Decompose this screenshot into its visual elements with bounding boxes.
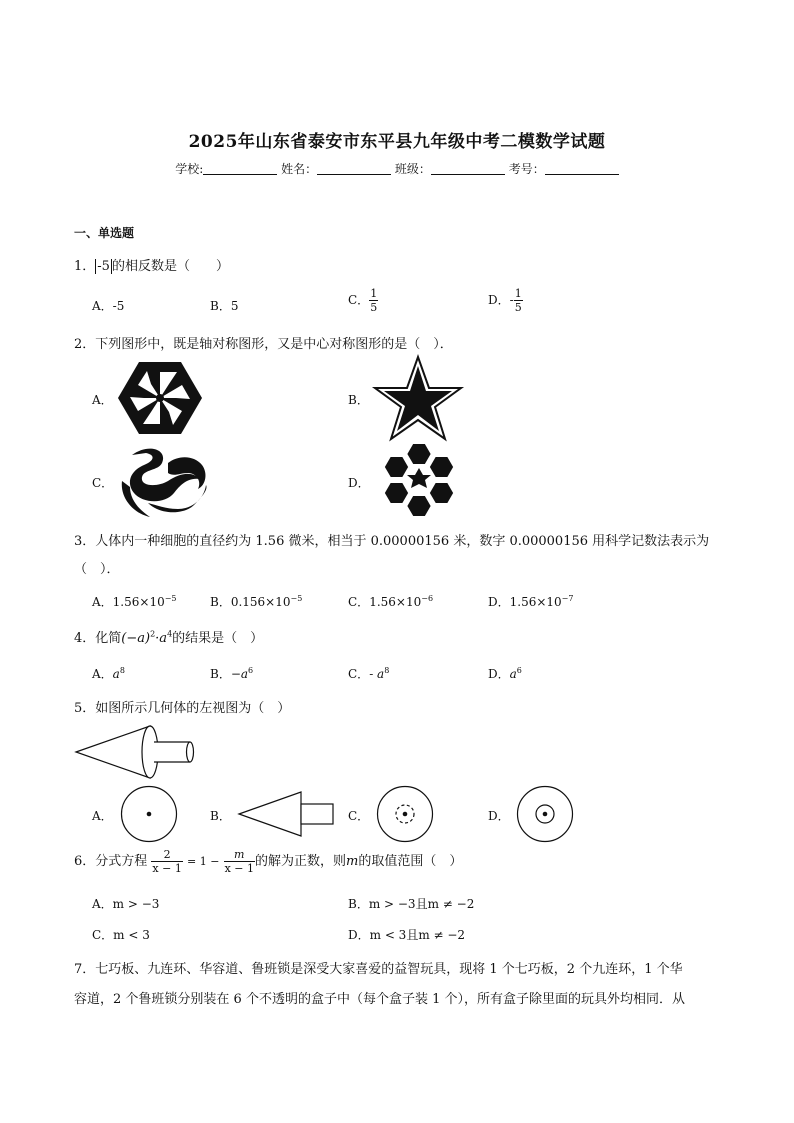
q5-option-d-label: D． bbox=[488, 809, 510, 823]
q3-option-c bbox=[348, 593, 433, 610]
equation-middle: = 1 − bbox=[186, 855, 220, 868]
q1-option-c bbox=[348, 287, 378, 314]
option-value: a bbox=[509, 667, 517, 681]
option-label: A． bbox=[92, 595, 113, 609]
question-text: 的相反数是（ ） bbox=[111, 259, 229, 274]
expression-base: (−a) bbox=[121, 631, 151, 646]
hexagon-tile bbox=[429, 456, 454, 478]
circle-with-dot-view bbox=[120, 785, 178, 843]
option-value: −a bbox=[230, 667, 249, 681]
option-label: B． bbox=[210, 595, 231, 609]
class-label: 班级： bbox=[394, 162, 431, 176]
option-label: D． bbox=[488, 667, 510, 681]
circle-with-dashed-circle-view bbox=[376, 785, 434, 843]
denominator: x − 1 bbox=[152, 862, 182, 875]
option-label: C． bbox=[348, 595, 370, 609]
variable: m bbox=[346, 854, 359, 869]
hexagon-pinwheel-figure bbox=[117, 360, 203, 436]
question-number: 1． bbox=[74, 259, 96, 274]
q1-option-a: A．-5 bbox=[92, 299, 125, 313]
q2-option-d-label: D． bbox=[348, 476, 370, 490]
q6-option-d: D．m < 3且m ≠ −2 bbox=[348, 928, 466, 942]
student-info-line bbox=[0, 160, 794, 177]
star-figure bbox=[373, 355, 463, 441]
triangle-rectangle-view bbox=[237, 790, 335, 838]
q5-option-b-label: B． bbox=[210, 809, 231, 823]
exponent: 6 bbox=[248, 666, 254, 675]
numerator: 1 bbox=[514, 287, 522, 300]
question-text: 4．化简 bbox=[74, 631, 122, 646]
q1-option-b: B．5 bbox=[210, 299, 239, 313]
numerator: 2 bbox=[151, 848, 182, 862]
school-label: 学校: bbox=[175, 162, 204, 176]
question-text: 的解为正数，则 bbox=[254, 854, 346, 869]
q5-option-c-label: C． bbox=[348, 809, 370, 823]
expression-term: ·a bbox=[155, 631, 168, 646]
swirl-figure bbox=[118, 443, 210, 523]
hexagon-tile bbox=[384, 482, 409, 504]
q1-option-d bbox=[488, 287, 523, 314]
exam-number-label: 考号： bbox=[508, 162, 545, 176]
circle-with-solid-inner-circle-view bbox=[516, 785, 574, 843]
name-blank bbox=[317, 161, 391, 175]
fraction bbox=[369, 287, 378, 314]
q2-option-b-label: B． bbox=[348, 393, 369, 407]
denominator: x − 1 bbox=[224, 862, 254, 875]
option-label: B． bbox=[210, 667, 231, 681]
hexagon-tile bbox=[407, 443, 432, 465]
denominator: 5 bbox=[514, 301, 522, 314]
option-value: 0.156×10 bbox=[230, 595, 291, 609]
exponent: −7 bbox=[561, 594, 574, 603]
q6-option-a: A．m > −3 bbox=[92, 897, 160, 911]
question-5: 5．如图所示几何体的左视图为（ ） bbox=[74, 701, 291, 716]
hexagon-tile bbox=[407, 495, 432, 517]
question-3-line-1: 3．人体内一种细胞的直径约为 1.56 微米，相当于 0.00000156 米，数字 0.00000156 用科学记数法表示为 bbox=[74, 534, 710, 549]
option-label: A． bbox=[92, 667, 113, 681]
option-label: D．- bbox=[488, 293, 514, 307]
question-text: 的结果是（ ） bbox=[172, 631, 264, 646]
question-7-line-2: 容道，2 个鲁班锁分别装在 6 个不透明的盒子中（每个盒子装 1 个），所有盒子除里面的玩具外均相同．从 bbox=[74, 992, 685, 1007]
option-value: - a bbox=[369, 667, 385, 681]
fraction bbox=[224, 848, 255, 875]
option-value: 1.56×10 bbox=[369, 595, 422, 609]
q2-option-c-label: C． bbox=[92, 476, 114, 490]
q4-option-b bbox=[210, 665, 253, 682]
q6-option-b: B．m > −3且m ≠ −2 bbox=[348, 897, 475, 911]
exponent: 2 bbox=[150, 629, 156, 639]
section-heading: 一、单选题 bbox=[74, 226, 135, 240]
q2-option-a-label: A． bbox=[92, 393, 113, 407]
cone-cylinder-solid-figure bbox=[74, 724, 196, 782]
question-7-line-1: 7．七巧板、九连环、华容道、鲁班锁是深受大家喜爱的益智玩具，现将 1 个七巧板，2 个九连环，1 个华 bbox=[74, 962, 683, 977]
option-value: 1.56×10 bbox=[112, 595, 165, 609]
hexagon-tile bbox=[384, 456, 409, 478]
option-value: 1.56×10 bbox=[509, 595, 562, 609]
exponent: 8 bbox=[384, 666, 390, 675]
q5-option-a-label: A． bbox=[92, 809, 113, 823]
question-text: 的取值范围（ ） bbox=[358, 854, 463, 869]
option-label: C． bbox=[348, 293, 370, 307]
q4-option-c bbox=[348, 665, 389, 682]
option-value: a bbox=[112, 667, 120, 681]
option-label: D． bbox=[488, 595, 510, 609]
numerator: 1 bbox=[370, 287, 378, 300]
question-3-line-2: （ ）． bbox=[74, 562, 120, 577]
q4-option-d bbox=[488, 665, 522, 682]
exponent: 8 bbox=[119, 666, 125, 675]
school-blank bbox=[203, 161, 277, 175]
exponent: 4 bbox=[167, 629, 173, 639]
question-2: 2．下列图形中，既是轴对称图形，又是中心对称图形的是（ ）． bbox=[74, 337, 453, 352]
question-1 bbox=[74, 255, 229, 274]
numerator: m bbox=[224, 848, 255, 862]
exponent: −5 bbox=[164, 594, 177, 603]
absolute-value: -5 bbox=[97, 259, 110, 274]
q4-option-a bbox=[92, 665, 125, 682]
q3-option-d bbox=[488, 593, 573, 610]
name-label: 姓名： bbox=[281, 162, 318, 176]
question-4 bbox=[74, 627, 263, 646]
q3-option-b bbox=[210, 593, 302, 610]
page-title: 2025年山东省泰安市东平县九年级中考二模数学试题 bbox=[188, 132, 606, 152]
exponent: 6 bbox=[516, 666, 522, 675]
q6-option-c: C．m < 3 bbox=[92, 928, 150, 942]
hexagon-tile bbox=[429, 482, 454, 504]
fraction bbox=[151, 848, 182, 875]
exponent: −5 bbox=[290, 594, 303, 603]
denominator: 5 bbox=[370, 301, 378, 314]
question-text: 6．分式方程 bbox=[74, 854, 148, 869]
question-6 bbox=[74, 848, 462, 875]
hexagon-cluster-figure bbox=[373, 440, 465, 520]
class-blank bbox=[431, 161, 505, 175]
option-label: C． bbox=[348, 667, 370, 681]
fraction bbox=[514, 287, 523, 314]
q3-option-a bbox=[92, 593, 177, 610]
exponent: −6 bbox=[421, 594, 434, 603]
exam-number-blank bbox=[545, 161, 619, 175]
